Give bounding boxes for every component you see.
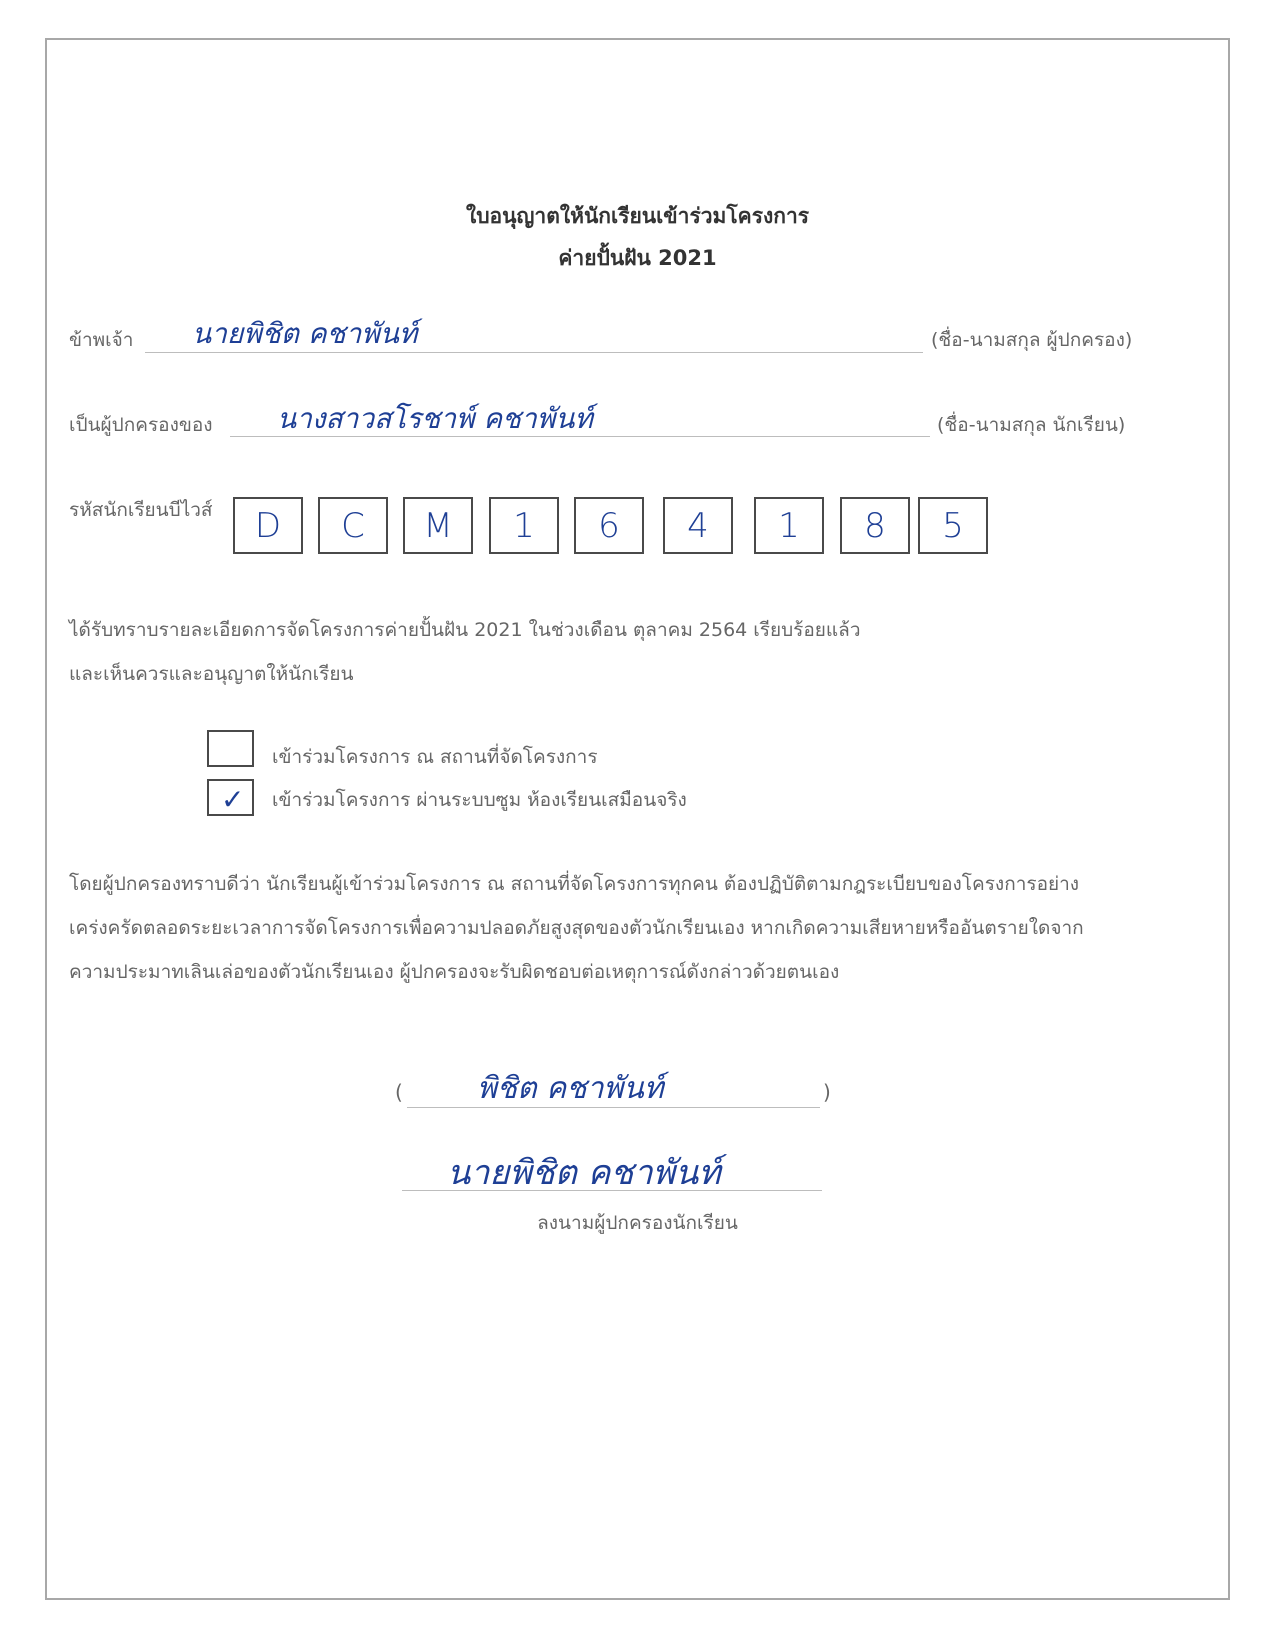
terms-line: เคร่งครัดตลอดระยะเวลาการจัดโครงการเพื่อความปลอดภัยสูงสุดของตัวนักเรียนเอง หากเกิดความเสียหายหรืออันตรายใดจาก <box>69 917 1084 939</box>
option-onsite-label: เข้าร่วมโครงการ ณ สถานที่จัดโครงการ <box>272 746 598 768</box>
student-id-box <box>403 497 473 554</box>
signature-caption: ลงนามผู้ปกครองนักเรียน <box>537 1212 738 1234</box>
student-id-char: 8 <box>864 505 886 546</box>
student-id-char: M <box>423 505 453 546</box>
student-id-box <box>840 497 910 554</box>
signature-paren-open: ( <box>395 1080 403 1104</box>
form-title: ใบอนุญาตให้นักเรียนเข้าร่วมโครงการ <box>465 204 810 228</box>
permission-form-page <box>45 38 1230 1600</box>
notice-line: และเห็นควรและอนุญาตให้นักเรียน <box>69 663 354 685</box>
student-id-box <box>489 497 559 554</box>
guardian-hint: (ชื่อ-นามสกุล ผู้ปกครอง) <box>931 329 1133 351</box>
student-name-handwritten: นางสาวสโรชาพ์ คชาพันท์ <box>277 402 593 435</box>
form-subtitle: ค่ายปั้นฝัน 2021 <box>558 246 717 270</box>
student-id-box <box>754 497 824 554</box>
guardian-signature: นายพิชิต คชาพันท์ <box>447 1153 721 1193</box>
student-id-char: 1 <box>513 505 535 546</box>
student-id-char: C <box>341 505 365 546</box>
student-id-char: 6 <box>598 505 620 546</box>
guardian-name-handwritten: นายพิชิต คชาพันท์ <box>192 317 418 350</box>
signature-name-handwritten: พิชิต คชาพันท์ <box>477 1071 664 1106</box>
terms-paragraph <box>69 862 1084 994</box>
student-id-char: 1 <box>778 505 800 546</box>
student-id-char: 5 <box>942 505 964 546</box>
student-id-char: D <box>254 505 282 546</box>
student-id-box <box>574 497 644 554</box>
option-online-label: เข้าร่วมโครงการ ผ่านระบบซูม ห้องเรียนเสมือนจริง <box>272 789 687 811</box>
notice-line: ได้รับทราบรายละเอียดการจัดโครงการค่ายปั้นฝัน 2021 ในช่วงเดือน ตุลาคม 2564 เรียบร้อยแล้ว <box>69 619 861 641</box>
student-id-box <box>663 497 733 554</box>
terms-line: ความประมาทเลินเล่อของตัวนักเรียนเอง ผู้ปกครองจะรับผิดชอบต่อเหตุการณ์ดังกล่าวด้วยตนเอง <box>69 961 840 983</box>
student-id-box <box>918 497 988 554</box>
option-onsite-checkbox[interactable] <box>207 730 254 767</box>
student-id-box <box>233 497 303 554</box>
student-id-char: 4 <box>687 505 709 546</box>
check-mark-icon: ✓ <box>221 783 245 816</box>
terms-line: โดยผู้ปกครองทราบดีว่า นักเรียนผู้เข้าร่วมโครงการ ณ สถานที่จัดโครงการทุกคน ต้องปฏิบัติตามกฎระเบียบของโครงการอย่าง <box>69 873 1080 895</box>
notice-paragraph <box>69 608 861 696</box>
signature-paren-close: ) <box>823 1080 831 1104</box>
student-label: เป็นผู้ปกครองของ <box>69 414 213 436</box>
student-hint: (ชื่อ-นามสกุล นักเรียน) <box>937 414 1126 436</box>
student-id-label: รหัสนักเรียนบีไวส์ <box>69 499 213 521</box>
student-id-box <box>318 497 388 554</box>
guardian-label: ข้าพเจ้า <box>69 329 134 351</box>
option-online-checkbox[interactable] <box>207 779 254 816</box>
